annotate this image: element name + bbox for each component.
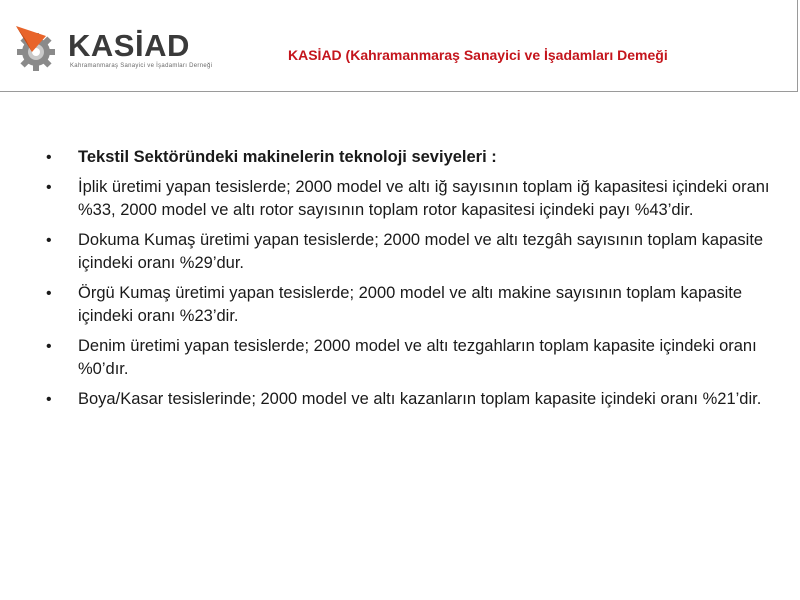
logo-wordmark: KASİAD <box>68 28 190 63</box>
bullet-icon: • <box>46 284 52 302</box>
bullet-text: İplik üretimi yapan tesislerde; 2000 model ve altı iğ sayısının toplam iğ kapasitesi içindeki oranı %33, 2000 model ve altı rotor sayısının toplam rotor kapasitesi içindeki payı %43’dir. <box>78 177 770 219</box>
bullet-item <box>44 176 774 223</box>
bullet-text: Denim üretimi yapan tesislerde; 2000 model ve altı tezgahların toplam kapasite içindeki oranı %0’dır. <box>78 336 757 378</box>
slide-content <box>44 146 774 417</box>
header <box>0 0 798 92</box>
bullet-item <box>44 282 774 329</box>
bullet-item <box>44 146 774 170</box>
bullet-text: Örgü Kumaş üretimi yapan tesislerde; 2000 model ve altı makine sayısının toplam kapasite içindeki oranı %23’dir. <box>78 283 742 325</box>
gear-logo-icon <box>12 22 72 74</box>
bullet-text: Dokuma Kumaş üretimi yapan tesislerde; 2000 model ve altı tezgâh sayısının toplam kapasite içindeki oranı %29’dur. <box>78 230 764 272</box>
bullet-item <box>44 229 774 276</box>
bullet-text: Tekstil Sektöründeki makinelerin teknoloji seviyeleri : <box>78 148 497 166</box>
bullet-icon: • <box>46 390 52 408</box>
bullet-text: Boya/Kasar tesislerinde; 2000 model ve altı kazanların toplam kapasite içindeki oranı %21’dir. <box>78 389 762 408</box>
bullet-icon: • <box>46 231 52 249</box>
bullet-item <box>44 335 774 382</box>
kasiad-logo <box>12 22 227 74</box>
bullet-icon: • <box>46 337 52 355</box>
page-title: KASİAD (Kahramanmaraş Sanayici ve İşadamları Demeği <box>288 47 668 63</box>
bullet-item <box>44 388 774 412</box>
bullet-list <box>44 146 774 411</box>
bullet-icon: • <box>46 178 52 196</box>
logo-tagline: Kahramanmaraş Sanayici ve İşadamları Derneği <box>70 63 213 69</box>
bullet-icon: • <box>46 149 52 166</box>
